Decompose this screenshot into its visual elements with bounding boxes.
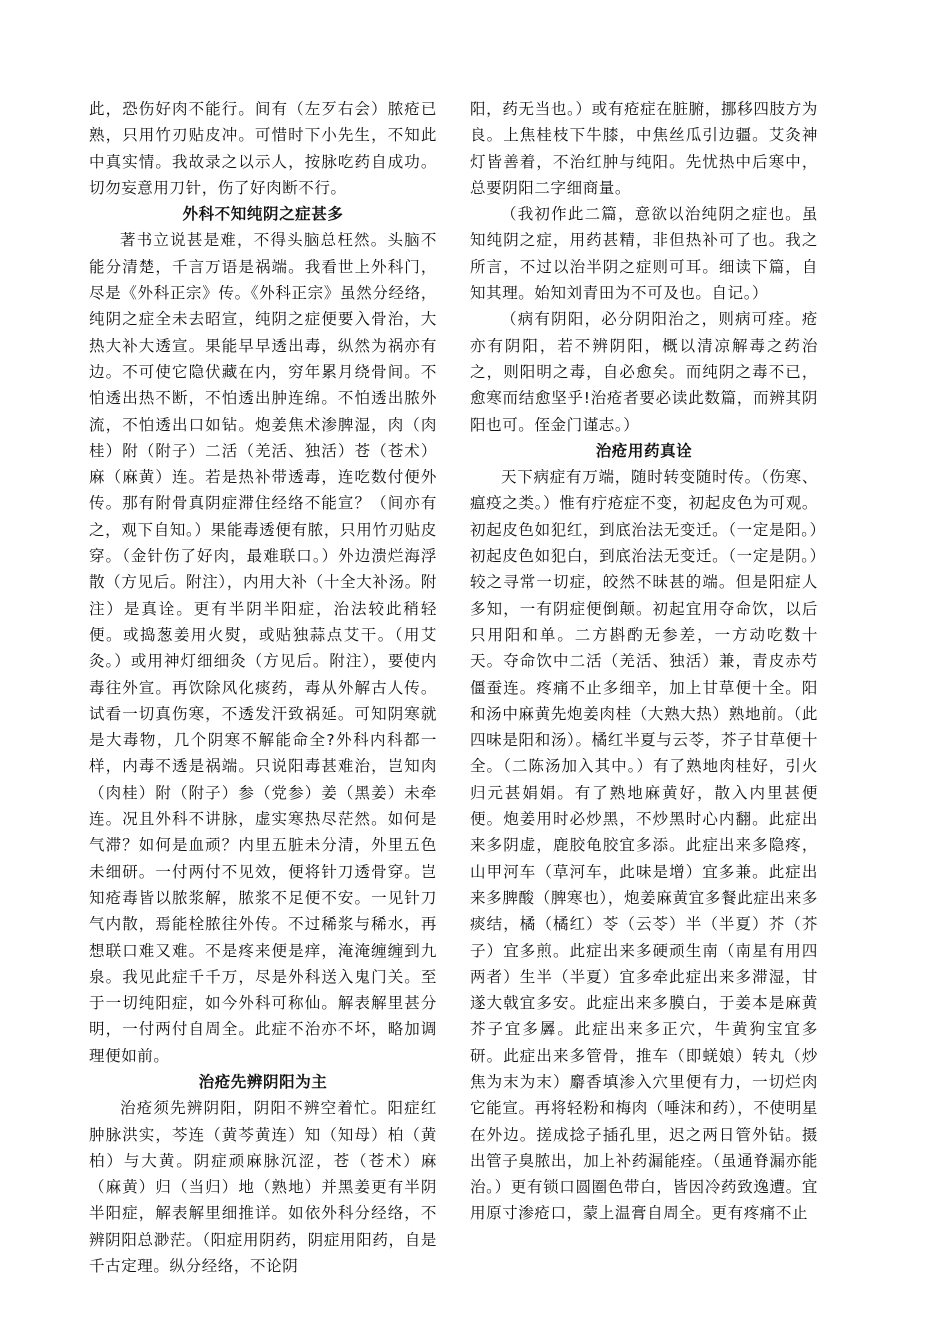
- right-column: [470, 96, 818, 1227]
- paragraph: 阳，药无当也。）或有疮症在脏腑，挪移四肢方为良。上焦桂枝下牛膝，中焦丝瓜引边疆。艾灸神灯皆善着，不治红肿与纯阳。先忧热中后寒中，总要阴阳二字细商量。: [470, 100, 818, 197]
- left-column: [89, 96, 437, 1279]
- paragraph: 著书立说甚是难，不得头脑总枉然。头脑不能分清楚，千言万语是祸端。我看世上外科门，尽是《外科正宗》传。《外科正宗》虽然分经络，纯阴之症全未去昭宣，纯阴之症便要入骨治，大热大补大透宣。果能早早透出毒，纵然为祸亦有边。不可使它隐伏藏在内，穷年累月绕骨间。不怕透出热不断，不怕透出肿连绵。不怕透出脓外流，不怕透出口如钻。炮姜焦术渗脾湿，肉（肉桂）附（附子）二活（羌活、独活）苍（苍术）麻（麻黄）连。若是热补带透毒，连吃数付便外传。那有附骨真阴症滞住经络不能宣？（间亦有之，观下自知。）果能毒透便有脓，只用竹刃贴皮穿。（金针伤了好肉，最难联口。）外边溃烂海浮散（方见后。附注），内用大补（十全大补汤。附注）是真诠。更有半阴半阳症，治法较此稍轻便。或捣葱姜用火熨，或贴独蒜点艾干。（用艾灸。）或用神灯细细灸（方见后。附注），要使内毒往外宣。再饮除风化痰药，毒从外解古人传。试看一切真伤寒，不透发汗致祸延。可知阴寒就是大毒物，几个阴寒不解能命全?外科内科都一样，内毒不透是祸端。只说阳毒甚难治，岂知肉（肉桂）附（附子）参（党参）姜（黑姜）未牵连。况且外科不讲脉，虚实寒热尽茫然。如何是气滞？如何是血顽？内里五脏未分清，外里五色未细研。一付两付不见效，便将针刀透骨穿。岂知疮毒皆以脓浆解，脓浆不足便不安。一见针刀气内散，焉能栓脓往外传。不过稀浆与稀水，再想联口难又难。不是疼来便是痒，淹淹缠缠到九泉。我见此症千千万，尽是外科送入鬼门关。至于一切纯阳症，如今外科可称仙。解表解里甚分明，一付两付自周全。此症不治亦不坏，略加调理便如前。: [89, 231, 437, 1065]
- paragraph: （病有阴阳，必分阴阳治之，则病可痊。疮亦有阴阳，若不辨阴阳，概以清凉解毒之药治之，则阳明之毒，自必愈矣。而纯阴之毒不已，愈寒而结愈坚乎!治疮者要必读此数篇，而辨其阴阳也可。侄金门谨志。）: [470, 310, 818, 434]
- paragraph: 治疮须先辨阴阳，阴阳不辨空着忙。阳症红肿脉洪实，芩连（黄芩黄连）知（知母）柏（黄柏）与大黄。阴症顽麻脉沉涩，苍（苍术）麻（麻黄）归（当归）地（熟地）并黑姜更有半阴半阳症，解表解里细推详。如依外科分经络，不辨阴阳总渺茫。（阳症用阴药，阴症用阳药，自是千古定理。纵分经络，不论阴: [89, 1099, 437, 1276]
- section-heading: 外科不知纯阴之症甚多: [182, 205, 344, 224]
- section-heading: 治疮用药真诠: [595, 441, 693, 460]
- paragraph: （我初作此二篇，意欲以治纯阴之症也。虽知纯阴之症，用药甚精，非但热补可了也。我之所言，不过以治半阴之症则可耳。细读下篇，自知其理。始知刘青田为不可及也。自记。）: [470, 205, 818, 303]
- section-heading: 治疮先辨阴阳为主: [198, 1072, 328, 1091]
- paragraph: 此，恐伤好肉不能行。间有（左歹右会）脓疮已熟，只用竹刃贴皮冲。可惜时下小先生，不知此中真实情。我故录之以示人，按脉吃药自成功。切勿妄意用刀针，伤了好肉断不行。: [89, 100, 437, 197]
- paragraph: 天下病症有万端，随时转变随时传。（伤寒、瘟疫之类。）惟有疔疮症不变，初起皮色为可观。初起皮色如犯红，到底治法无变迁。（一定是阳。）初起皮色如犯白，到底治法无变迁。（一定是阴。）较之寻常一切症，皎然不昧甚的端。但是阳症人多知，一有阴症便倒颠。初起宜用夺命饮，以后只用阳和单。二方斟酌无参差，一方动吃数十天。夺命饮中二活（羌活、独活）兼，青皮赤芍僵蚕连。疼痛不止多细辛，加上甘草便十全。阳和汤中麻黄先炮姜肉桂（大熟大热）熟地前。（此四味是阳和汤）。橘红半夏与云苓，芥子甘草便十全。（二陈汤加入其中。）有了熟地肉桂好，引火归元甚娟娟。有了熟地麻黄好，散入内里甚便便。炮姜用时必炒黑，不炒黑时心内翻。此症出来多阴虚，鹿胶龟胶宜多添。此症出来多隐疼，山甲河车（草河车，此味是增）宜多兼。此症出来多脾酸（脾寒也），炮姜麻黄宜多餐此症出来多痰结，橘（橘红）苓（云苓）半（半夏）芥（芥子）宜多煎。此症出来多硬顽生南（南星有用四两者）生半（半夏）宜多牵此症出来多滞湿，甘遂大戟宜多安。此症出来多膜白，于姜本是麻黄芥子宜多羼。此症出来多正穴，牛黄狗宝宜多研。此症出来多管骨，推车（即蜣娘）转丸（炒焦为末为末）麝香填渗入穴里便有力，一切烂肉它能宣。再将轻粉和梅肉（唾沫和药），不使明星在外边。搓成捻子插孔里，迟之两日管外钻。摄出管子臭脓出，加上补药漏能痊。（虽通脊漏亦能治。）更有锁口圆圈色带白，皆因冷药致逸遭。宜用原寸渗疮口，蒙上温膏自周全。更有疼痛不止: [470, 468, 818, 1223]
